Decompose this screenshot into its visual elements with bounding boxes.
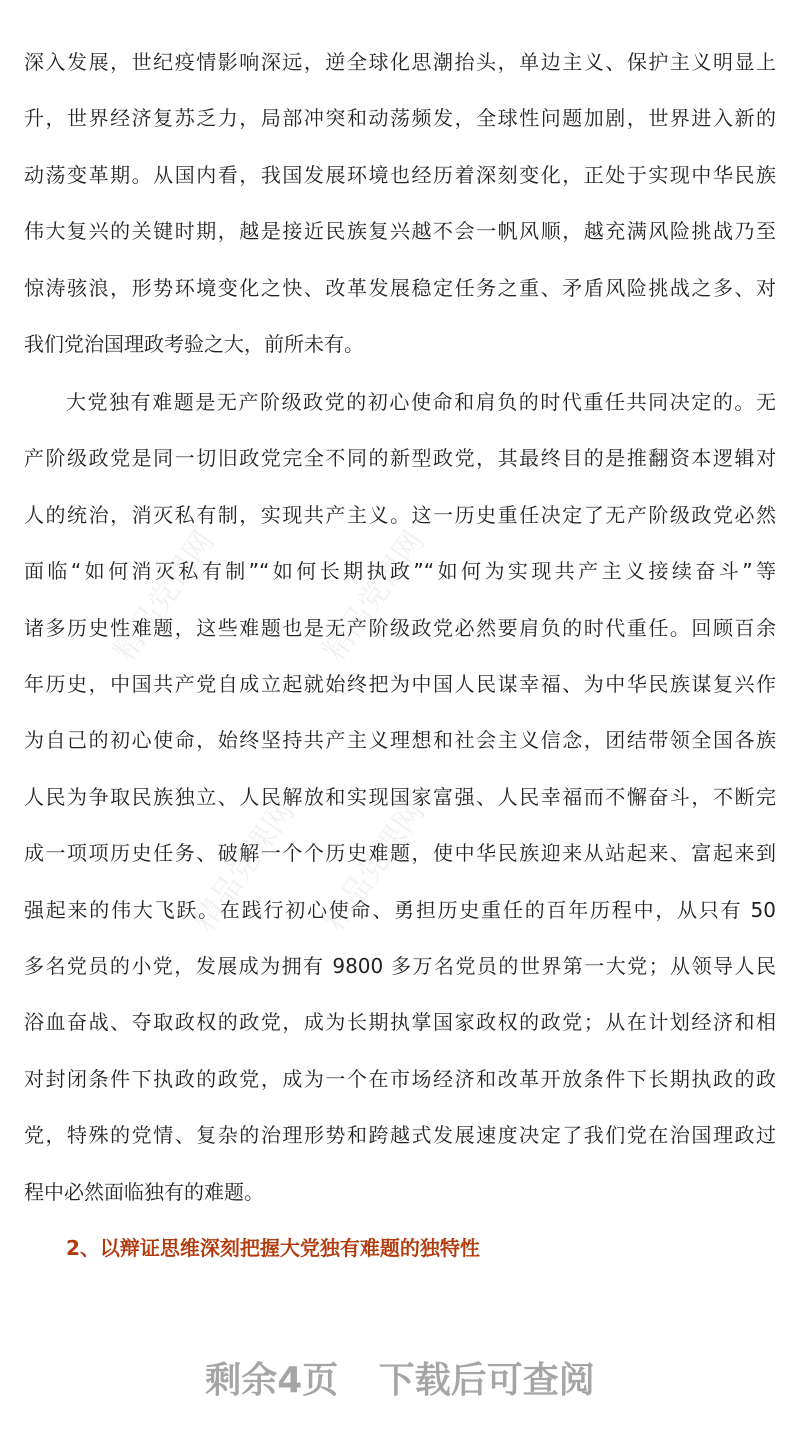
text-line: 惊涛骇浪，形势环境变化之快、改革发展稳定任务之重、矛盾风险挑战之多、对: [24, 275, 776, 300]
text-line: 我们党治国理政考验之大，前所未有。: [24, 332, 364, 356]
text-line: 党，特殊的党情、复杂的治理形势和跨越式发展速度决定了我们党在治国理政过: [24, 1123, 776, 1148]
text-line: 成一项项历史任务、破解一个个历史难题，使中华民族迎来从站起来、富起来到: [24, 841, 776, 866]
text-line: 深入发展，世纪疫情影响深远，逆全球化思潮抬头，单边主义、保护主义明显上: [24, 50, 776, 74]
watermark: 精品党课网: [316, 794, 432, 938]
watermark: 精品党课网: [316, 524, 432, 668]
text-line: 浴血奋战、夺取政权的政党，成为长期执掌国家政权的政党；从在计划经济和相: [24, 1010, 776, 1035]
text-line: 强起来的伟大飞跃。在践行初心使命、勇担历史重任的百年历程中，从只有 50: [24, 897, 776, 922]
text-line: 产阶级政党是同一切旧政党完全不同的新型政党，其最终目的是推翻资本逻辑对: [24, 446, 776, 471]
text-line: 人民为争取民族独立、人民解放和实现国家富强、人民幸福而不懈奋斗，不断完: [24, 784, 776, 809]
text-line: 多名党员的小党，发展成为拥有 9800 多万名党员的世界第一大党；从领导人民: [24, 954, 776, 978]
section-heading: 2、以辩证思维深刻把握大党独有难题的独特性: [66, 1236, 480, 1260]
text-line: 大党独有难题是无产阶级政党的初心使命和肩负的时代重任共同决定的。无: [66, 390, 776, 414]
text-line: 人的统治，消灭私有制，实现共产主义。这一历史重任决定了无产阶级政党必然: [24, 502, 776, 527]
watermark: 精品党课网: [186, 794, 302, 938]
text-line: 动荡变革期。从国内看，我国发展环境也经历着深刻变化，正处于实现中华民族: [24, 162, 776, 187]
text-line: 对封闭条件下执政的政党，成为一个在市场经济和改革开放条件下长期执政的政: [24, 1066, 776, 1091]
download-prompt[interactable]: [0, 1352, 800, 1403]
text-line: 程中必然面临独有的难题。: [24, 1179, 264, 1204]
text-line: 面临“如何消灭私有制”“如何长期执政”“如何为实现共产主义接续奋斗”等: [24, 559, 776, 584]
download-to-view-label[interactable]: 下载后可查阅: [378, 1360, 595, 1401]
text-line: 诸多历史性难题，这些难题也是无产阶级政党必然要肩负的时代重任。回顾百余: [24, 615, 776, 640]
text-line: 年历史，中国共产党自成立起就始终把为中国人民谋幸福、为中华民族谋复兴作: [24, 672, 776, 696]
text-line: 为自己的初心使命，始终坚持共产主义理想和社会主义信念，团结带领全国各族: [24, 728, 776, 753]
text-line: 升，世界经济复苏乏力，局部冲突和动荡频发，全球性问题加剧，世界进入新的: [24, 106, 776, 131]
remaining-pages-label: 剩余4页: [205, 1360, 339, 1401]
watermark: 精品党课网: [106, 524, 222, 668]
text-line: 伟大复兴的关键时期，越是接近民族复兴越不会一帆风顺，越充满风险挑战乃至: [24, 219, 776, 244]
